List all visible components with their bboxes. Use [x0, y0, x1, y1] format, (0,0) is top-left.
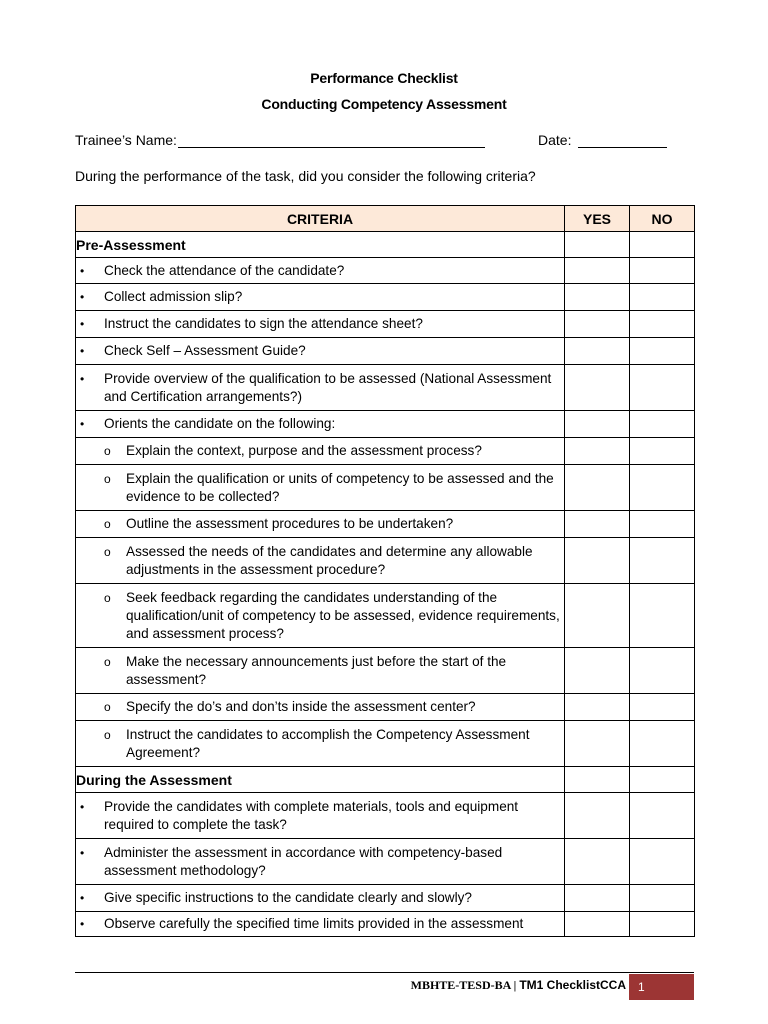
no-cell[interactable]: [630, 793, 695, 839]
bullet-icon: •: [80, 263, 85, 278]
yes-cell[interactable]: [565, 839, 630, 885]
sub-bullet-icon: o: [104, 544, 111, 559]
criteria-item: [76, 470, 564, 506]
yes-cell[interactable]: [565, 721, 630, 767]
bullet-icon: •: [80, 845, 85, 860]
criteria-item: [76, 698, 564, 716]
criteria-cell: [76, 511, 565, 538]
no-column-header: NO: [630, 206, 695, 232]
yes-cell[interactable]: [565, 311, 630, 338]
criteria-cell: [76, 465, 565, 511]
yes-cell[interactable]: [565, 438, 630, 465]
sub-bullet-icon: o: [104, 590, 111, 605]
criteria-text: Check Self – Assessment Guide?: [104, 343, 306, 358]
bullet-icon: •: [80, 799, 85, 814]
criteria-item: [76, 415, 564, 433]
yes-cell[interactable]: [565, 258, 630, 284]
table-header-row: [76, 206, 695, 232]
criteria-row: [76, 258, 695, 284]
criteria-cell: [76, 694, 565, 721]
criteria-row: [76, 648, 695, 694]
criteria-text: Provide the candidates with complete materials, tools and equipment required to complete the task?: [104, 798, 519, 832]
criteria-row: [76, 284, 695, 311]
criteria-row: [76, 721, 695, 767]
bullet-icon: •: [80, 290, 85, 304]
criteria-row: [76, 411, 695, 438]
yes-cell[interactable]: [565, 338, 630, 365]
sub-bullet-icon: o: [104, 727, 111, 742]
criteria-cell: [76, 584, 565, 648]
criteria-row: [76, 438, 695, 465]
criteria-item: [76, 798, 564, 834]
criteria-row: [76, 311, 695, 338]
criteria-item: [76, 342, 564, 360]
criteria-row: [76, 694, 695, 721]
section-row: [76, 767, 695, 793]
sub-bullet-icon: o: [104, 471, 111, 486]
criteria-text: Outline the assessment procedures to be undertaken?: [126, 516, 454, 531]
yes-column-header: YES: [565, 206, 630, 232]
criteria-item: [76, 442, 564, 460]
criteria-text: Make the necessary announcements just before the start of the assessment?: [126, 653, 507, 687]
criteria-item: [76, 262, 564, 280]
page-subtitle: Conducting Competency Assessment: [261, 96, 507, 112]
yes-cell[interactable]: [565, 584, 630, 648]
criteria-text: Provide overview of the qualification to be assessed (National Assessment and Certification arrangements?): [104, 370, 552, 404]
criteria-row: [76, 584, 695, 648]
bullet-icon: •: [80, 371, 85, 386]
no-cell[interactable]: [630, 311, 695, 338]
criteria-row: [76, 465, 695, 511]
criteria-text: Give specific instructions to the candidate clearly and slowly?: [104, 890, 472, 905]
criteria-text: Collect admission slip?: [104, 289, 243, 304]
criteria-text: Explain the context, purpose and the assessment process?: [126, 443, 482, 458]
criteria-cell: [76, 365, 565, 411]
criteria-row: [76, 511, 695, 538]
criteria-item: [76, 589, 564, 643]
yes-cell[interactable]: [565, 411, 630, 438]
criteria-cell: [76, 648, 565, 694]
yes-cell[interactable]: [565, 912, 630, 937]
yes-cell[interactable]: [565, 284, 630, 311]
no-cell[interactable]: [630, 338, 695, 365]
no-cell[interactable]: [630, 767, 695, 793]
yes-cell[interactable]: [565, 511, 630, 538]
criteria-text: Administer the assessment in accordance with competency-based assessment methodology?: [104, 844, 503, 878]
bullet-icon: •: [80, 344, 85, 358]
footer-rule: [75, 972, 694, 973]
criteria-item: [76, 653, 564, 689]
criteria-item: [76, 370, 564, 406]
criteria-cell: [76, 411, 565, 438]
criteria-cell: [76, 793, 565, 839]
yes-cell[interactable]: [565, 885, 630, 912]
trainee-name-label: Trainee’s Name:: [75, 132, 177, 148]
criteria-table: [75, 205, 695, 937]
no-cell[interactable]: [630, 232, 695, 258]
date-field[interactable]: [578, 147, 667, 148]
no-cell[interactable]: [630, 411, 695, 438]
yes-cell[interactable]: [565, 648, 630, 694]
no-cell[interactable]: [630, 839, 695, 885]
criteria-row: [76, 793, 695, 839]
criteria-cell: [76, 284, 565, 311]
trainee-name-field[interactable]: [178, 147, 485, 148]
bullet-icon: •: [80, 891, 85, 905]
criteria-text: Seek feedback regarding the candidates understanding of the qualification/unit of competency to be assessed, evidence requirements, and assessment process?: [126, 589, 560, 641]
criteria-cell: [76, 258, 565, 284]
bullet-icon: •: [80, 317, 85, 331]
criteria-row: [76, 839, 695, 885]
criteria-text: Orients the candidate on the following:: [104, 416, 336, 431]
criteria-row: [76, 885, 695, 912]
date-label: Date:: [538, 132, 572, 148]
sub-bullet-icon: o: [104, 654, 111, 669]
criteria-cell: [76, 912, 565, 937]
footer-department: MBHTE-TESD-BA: [410, 978, 511, 992]
section-title: Pre-Assessment: [76, 232, 565, 258]
criteria-row: [76, 365, 695, 411]
section-row: [76, 232, 695, 258]
no-cell[interactable]: [630, 511, 695, 538]
criteria-row: [76, 538, 695, 584]
sub-bullet-icon: o: [104, 517, 111, 531]
yes-cell[interactable]: [565, 365, 630, 411]
criteria-item: [76, 726, 564, 762]
bullet-icon: •: [80, 917, 85, 931]
no-cell[interactable]: [630, 721, 695, 767]
no-cell[interactable]: [630, 258, 695, 284]
footer-separator: |: [510, 978, 520, 992]
yes-cell[interactable]: [565, 538, 630, 584]
criteria-item: [76, 315, 564, 333]
sub-bullet-icon: o: [104, 700, 111, 714]
no-cell[interactable]: [630, 885, 695, 912]
criteria-text: Observe carefully the specified time limits provided in the assessment: [104, 916, 524, 931]
yes-cell[interactable]: [565, 793, 630, 839]
criteria-cell: [76, 438, 565, 465]
no-cell[interactable]: [630, 648, 695, 694]
criteria-row: [76, 912, 695, 937]
no-cell[interactable]: [630, 438, 695, 465]
no-cell[interactable]: [630, 365, 695, 411]
criteria-item: [76, 543, 564, 579]
criteria-row: [76, 338, 695, 365]
criteria-cell: [76, 311, 565, 338]
criteria-cell: [76, 839, 565, 885]
footer-text: [411, 978, 626, 993]
criteria-item: [76, 844, 564, 880]
criteria-cell: [76, 721, 565, 767]
yes-cell[interactable]: [565, 694, 630, 721]
yes-cell[interactable]: [565, 767, 630, 793]
criteria-text: Instruct the candidates to sign the attendance sheet?: [104, 316, 423, 331]
criteria-cell: [76, 885, 565, 912]
criteria-item: [76, 515, 564, 533]
criteria-text: Instruct the candidates to accomplish the Competency Assessment Agreement?: [126, 726, 530, 760]
sub-bullet-icon: o: [104, 444, 111, 458]
criteria-text: Check the attendance of the candidate?: [104, 262, 345, 278]
section-title: During the Assessment: [76, 767, 565, 793]
no-cell[interactable]: [630, 584, 695, 648]
footer-document-code: TM1 ChecklistCCA: [519, 978, 626, 992]
criteria-item: [76, 288, 564, 306]
no-cell[interactable]: [630, 694, 695, 721]
no-cell[interactable]: [630, 912, 695, 937]
yes-cell[interactable]: [565, 465, 630, 511]
page-number: 1: [629, 974, 694, 1000]
criteria-column-header: CRITERIA: [76, 206, 565, 232]
criteria-item: [76, 915, 564, 933]
yes-cell[interactable]: [565, 232, 630, 258]
no-cell[interactable]: [630, 284, 695, 311]
no-cell[interactable]: [630, 465, 695, 511]
criteria-text: Specify the do’s and don’ts inside the assessment center?: [126, 699, 476, 714]
criteria-text: Explain the qualification or units of competency to be assessed and the evidence to be collected?: [126, 470, 554, 504]
criteria-cell: [76, 538, 565, 584]
page-title: Performance Checklist: [310, 70, 458, 86]
criteria-item: [76, 889, 564, 907]
criteria-cell: [76, 338, 565, 365]
criteria-text: Assessed the needs of the candidates and determine any allowable adjustments in the assessment procedure?: [126, 543, 533, 577]
bullet-icon: •: [80, 417, 85, 431]
instruction-question: During the performance of the task, did you consider the following criteria?: [75, 168, 536, 184]
no-cell[interactable]: [630, 538, 695, 584]
